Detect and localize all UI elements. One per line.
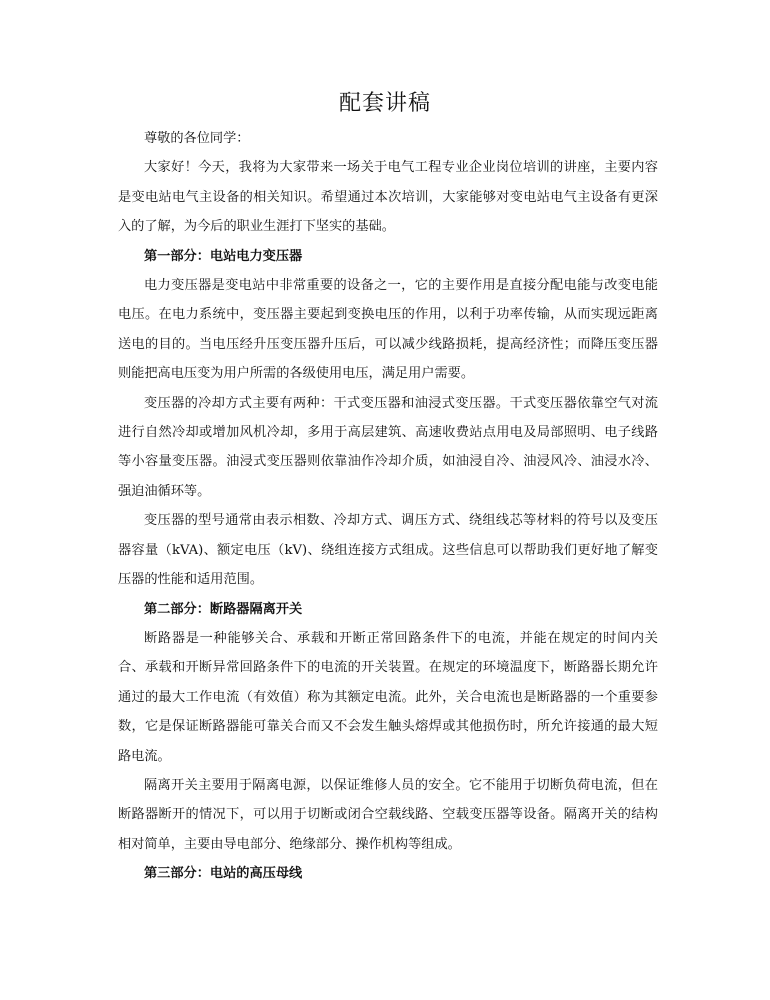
section-heading-transformer: 第一部分：电站电力变压器 bbox=[144, 248, 303, 264]
body-paragraph: 电力变压器是变电站中非常重要的设备之一，它的主要作用是直接分配电能与改变电能电压。在电力系统中，变压器主要起到变换电压的作用，以利于功率传输，从而实现远距离送电的目的。当电压经升压变压器升压后，可以减少线路损耗，提高经济性；而降压变压器则能把高电压变为用户所需的各级使用电压，满足用户需要。 bbox=[118, 278, 658, 382]
document-body bbox=[118, 124, 658, 889]
body-paragraph: 变压器的型号通常由表示相数、冷却方式、调压方式、绕组线芯等材料的符号以及变压器容量（kVA)、额定电压（kV)、绕组连接方式组成。这些信息可以帮助我们更好地了解变压器的性能和适用范围。 bbox=[118, 513, 658, 588]
page-title: 配套讲稿 bbox=[338, 91, 431, 116]
greeting-paragraph: 尊敬的各位同学： bbox=[144, 131, 250, 146]
body-paragraph: 变压器的冷却方式主要有两种：干式变压器和油浸式变压器。干式变压器依靠空气对流进行自然冷却或增加风机冷却，多用于高层建筑、高速收费站点用电及局部照明、电子线路等小容量变压器。油浸式变压器则依靠油作冷却介质，如油浸自冷、油浸风冷、油浸水冷、强迫油循环等。 bbox=[118, 395, 658, 499]
body-paragraph: 隔离开关主要用于隔离电源，以保证维修人员的安全。它不能用于切断负荷电流，但在断路器断开的情况下，可以用于切断或闭合空载线路、空载变压器等设备。隔离开关的结构相对简单，主要由导电部分、绝缘部分、操作机构等组成。 bbox=[118, 777, 658, 852]
body-paragraph: 断路器是一种能够关合、承载和开断正常回路条件下的电流，并能在规定的时间内关合、承载和开断异常回路条件下的电流的开关装置。在规定的环境温度下，断路器长期允许通过的最大工作电流（有效值）称为其额定电流。此外，关合电流也是断路器的一个重要参数，它是保证断路器能可靠关合而又不会发生触头熔焊或其他损伤时，所允许接通的最大短路电流。 bbox=[118, 630, 658, 764]
section-heading-busbar: 第三部分：电站的高压母线 bbox=[144, 866, 303, 882]
intro-paragraph: 大家好！今天，我将为大家带来一场关于电气工程专业企业岗位培训的讲座，主要内容是变电站电气主设备的相关知识。希望通过本次培训，大家能够对变电站电气主设备有更深入的了解，为今后的职业生涯打下坚实的基础。 bbox=[118, 160, 658, 235]
section-heading-breaker: 第二部分：断路器隔离开关 bbox=[144, 601, 303, 617]
